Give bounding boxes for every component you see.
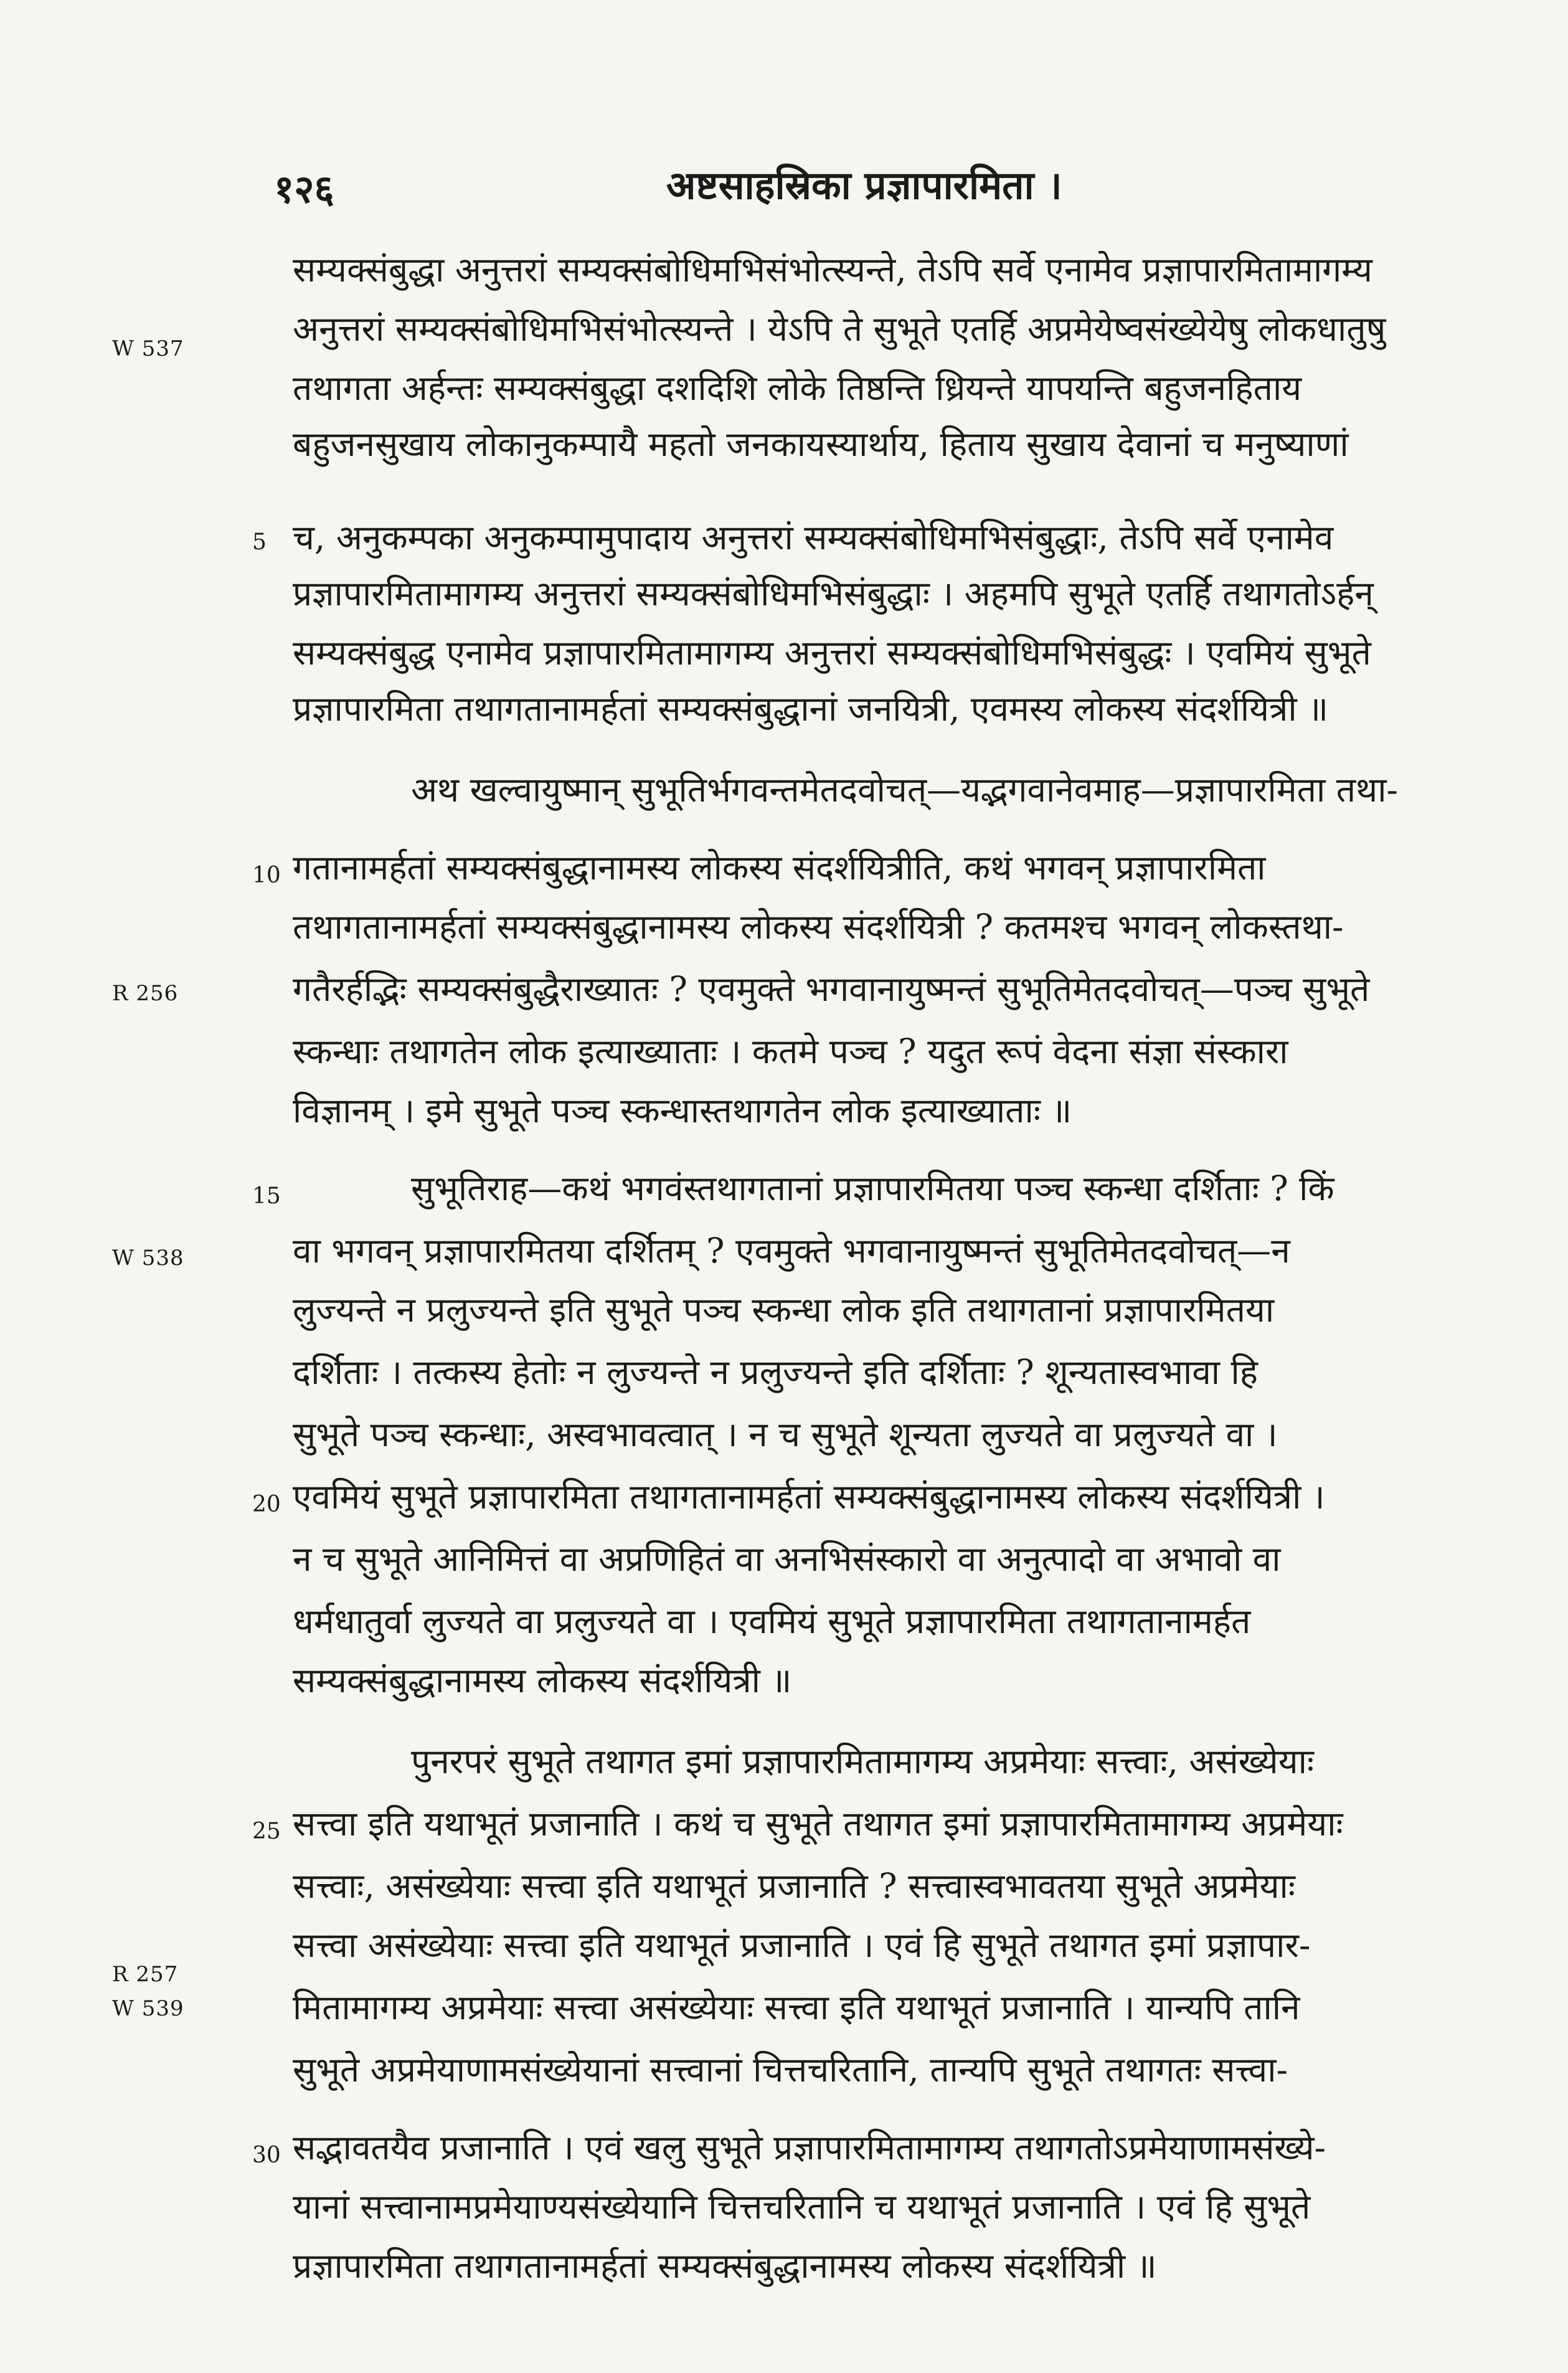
text-line: न च सुभूते आनिमित्तं वा अप्रणिहितं वा अनभिसंस्कारो वा अनुत्पादो वा अभावो वा: [293, 1539, 1281, 1579]
text-line: मितामागम्य अप्रमेयाः सत्त्वा असंख्येयाः सत्त्वा इति यथाभूतं प्रजानाति । यान्यपि तानि: [293, 1987, 1300, 2027]
page-header: [268, 156, 1463, 212]
text-line: च, अनुकम्पका अनुकम्पामुपादाय अनुत्तरां सम्यक्संबोधिमभिसंबुद्धाः, तेऽपि सर्वे एनामेव: [293, 518, 1334, 557]
margin-ref: W 539: [112, 1996, 184, 2021]
page-number: १२६: [274, 166, 334, 212]
text-line: सत्त्वा असंख्येयाः सत्त्वा इति यथाभूतं प्रजानाति । एवं हि सुभूते तथागत इमां प्रज्ञापार-: [293, 1925, 1311, 1965]
text-line: अथ खल्वायुष्मान् सुभूतिर्भगवन्तमेतदवोचत्—यद्भगवानेवमाह—प्रज्ञापारमिता तथा-: [411, 770, 1399, 810]
text-line: वा भगवन् प्रज्ञापारमितया दर्शितम् ? एवमुक्ते भगवानायुष्मन्तं सुभूतिमेतदवोचत्—न: [293, 1231, 1290, 1271]
margin-ref: W 538: [112, 1246, 184, 1271]
text-line: पुनरपरं सुभूते तथागत इमां प्रज्ञापारमितामागम्य अप्रमेयाः सत्त्वाः, असंख्येयाः: [411, 1741, 1314, 1781]
line-number: 20: [252, 1492, 281, 1517]
running-title: अष्टसाहस्रिका प्रज्ञापारमिता ।: [666, 163, 1062, 208]
text-line: तथागता अर्हन्तः सम्यक्संबुद्धा दशदिशि लोके तिष्ठन्ति ध्रियन्ते यापयन्ति बहुजनहिताय: [293, 368, 1302, 408]
line-number: 30: [252, 2143, 281, 2168]
line-number: 25: [252, 1819, 281, 1844]
text-line: सम्यक्संबुद्ध एनामेव प्रज्ञापारमितामागम्य अनुत्तरां सम्यक्संबोधिमभिसंबुद्धः । एवमियं सुभूते: [293, 633, 1371, 673]
line-number: 15: [252, 1183, 281, 1209]
margin-ref: R 256: [112, 981, 179, 1006]
text-line: प्रज्ञापारमिता तथागतानामर्हतां सम्यक्संबुद्धानामस्य लोकस्य संदर्शयित्री ॥: [293, 2246, 1157, 2286]
text-line: सम्यक्संबुद्धानामस्य लोकस्य संदर्शयित्री ॥: [293, 1660, 792, 1700]
line-number: 10: [252, 863, 281, 888]
text-line: गतैरर्हद्भिः सम्यक्संबुद्धैराख्यातः ? एवमुक्ते भगवानायुष्मन्तं सुभूतिमेतदवोचत्—पञ्च सुभूते: [293, 969, 1370, 1009]
line-number: 5: [252, 529, 267, 555]
text-line: गतानामर्हतां सम्यक्संबुद्धानामस्य लोकस्य संदर्शयित्रीति, कथं भगवन् प्रज्ञापारमिता: [293, 848, 1266, 888]
text-line: सद्भावतयैव प्रजानाति । एवं खलु सुभूते प्रज्ञापारमितामागम्य तथागतोऽप्रमेयाणामसंख्ये-: [293, 2128, 1326, 2167]
text-line: दर्शिताः । तत्कस्य हेतोः न लुज्यन्ते न प्रलुज्यन्ते इति दर्शिताः ? शून्यतास्वभावा हि: [293, 1352, 1258, 1392]
text-line: तथागतानामर्हतां सम्यक्संबुद्धानामस्य लोकस्य संदर्शयित्री ? कतमश्च भगवन् लोकस्तथा-: [293, 907, 1344, 947]
text-line: सुभूते अप्रमेयाणामसंख्येयानां सत्त्वानां चित्तचरितानि, तान्यपि सुभूते तथागतः सत्त्वा-: [293, 2050, 1288, 2090]
text-line: सत्त्वाः, असंख्येयाः सत्त्वा इति यथाभूतं प्रजानाति ? सत्त्वास्वभावतया सुभूते अप्रमेयाः: [293, 1866, 1295, 1906]
text-line: प्रज्ञापारमितामागम्य अनुत्तरां सम्यक्संबोधिमभिसंबुद्धाः । अहमपि सुभूते एतर्हि तथागतोऽर्हन्: [293, 574, 1374, 613]
text-line: प्रज्ञापारमिता तथागतानामर्हतां सम्यक्संबुद्धानां जनयित्री, एवमस्य लोकस्य संदर्शयित्री ॥: [293, 689, 1329, 729]
margin-ref: R 257: [112, 1962, 179, 1987]
text-line: लुज्यन्ते न प्रलुज्यन्ते इति सुभूते पञ्च स्कन्धा लोक इति तथागतानां प्रज्ञापारमितया: [293, 1290, 1275, 1330]
text-line: धर्मधातुर्वा लुज्यते वा प्रलुज्यते वा । एवमियं सुभूते प्रज्ञापारमिता तथागतानामर्हत: [293, 1601, 1251, 1641]
text-line: यानां सत्त्वानामप्रमेयाण्यसंख्येयानि चित्तचरितानि च यथाभूतं प्रजानाति । एवं हि सुभूते: [293, 2187, 1311, 2227]
text-line: सुभूतिराह—कथं भगवंस्तथागतानां प्रज्ञापारमितया पञ्च स्कन्धा दर्शिताः ? किं: [411, 1168, 1334, 1208]
text-line: विज्ञानम् । इमे सुभूते पञ्च स्कन्धास्तथागतेन लोक इत्याख्याताः ॥: [293, 1091, 1072, 1130]
text-line: बहुजनसुखाय लोकानुकम्पायै महतो जनकायस्यार्थाय, हिताय सुखाय देवानां च मनुष्याणां: [293, 424, 1349, 464]
text-line: एवमियं सुभूते प्रज्ञापारमिता तथागतानामर्हतां सम्यक्संबुद्धानामस्य लोकस्य संदर्शयित्री ।: [293, 1477, 1325, 1517]
text-line: अनुत्तरां सम्यक्संबोधिमभिसंभोत्स्यन्ते । येऽपि ते सुभूते एतर्हि अप्रमेयेष्वसंख्येयेषु लोकधातुषु: [293, 309, 1386, 349]
text-line: सम्यक्संबुद्धा अनुत्तरां सम्यक्संबोधिमभिसंभोत्स्यन्ते, तेऽपि सर्वे एनामेव प्रज्ञापारमितामागम्य: [293, 250, 1372, 290]
text-line: सुभूते पञ्च स्कन्धाः, अस्वभावत्वात् । न च सुभूते शून्यता लुज्यते वा प्रलुज्यते वा ।: [293, 1414, 1278, 1454]
text-line: स्कन्धाः तथागतेन लोक इत्याख्याताः । कतमे पञ्च ? यदुत रूपं वेदना संज्ञा संस्कारा: [293, 1031, 1288, 1071]
text-line: सत्त्वा इति यथाभूतं प्रजानाति । कथं च सुभूते तथागत इमां प्रज्ञापारमितामागम्य अप्रमेयाः: [293, 1804, 1343, 1844]
margin-ref: W 537: [112, 336, 184, 361]
